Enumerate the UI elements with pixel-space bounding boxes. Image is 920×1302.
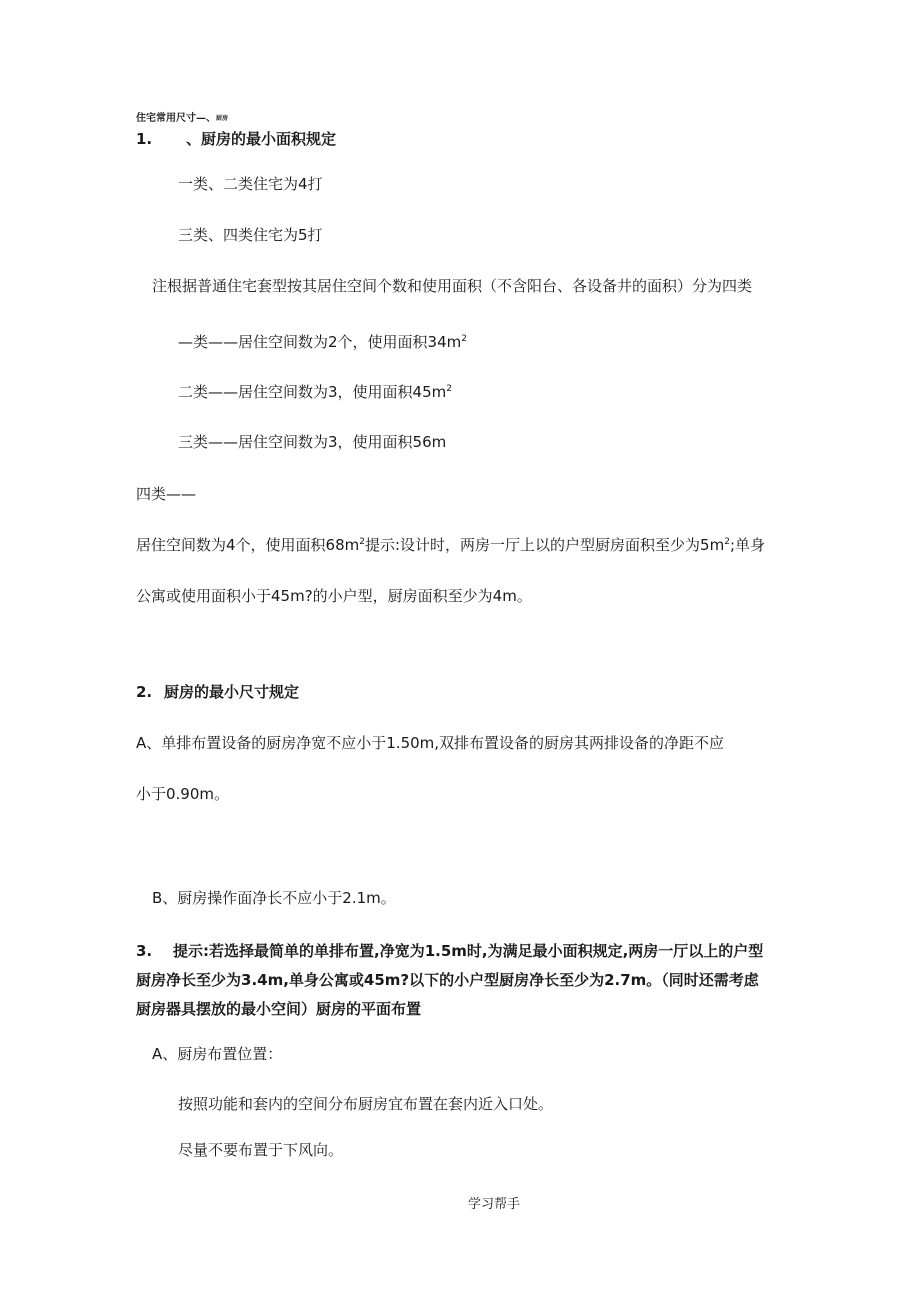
category-2-sup: 2	[446, 384, 452, 394]
category-2-text: 二类——居住空间数为3，使用面积45m	[178, 383, 447, 401]
section-1-heading	[136, 129, 336, 149]
section-2-number: 2.	[136, 683, 153, 701]
section-1-number: 1.	[136, 130, 153, 148]
section-3-line-1	[136, 941, 763, 961]
category-1-text: —类——居住空间数为2个，使用面积34m	[178, 333, 462, 351]
section-2-heading	[136, 682, 299, 702]
s3-a-2: 尽量不要布置于下风向。	[178, 1141, 344, 1159]
s1-para-1-c: ;单身	[729, 536, 765, 554]
s1-para-1	[136, 535, 765, 555]
category-1	[178, 332, 467, 352]
s1-para-1-b: 提示:设计时，两房一厅上以的户型厨房面积至少为5m	[364, 536, 725, 554]
s3-a: A、厨房布置位置：	[152, 1045, 283, 1063]
category-3: 三类——居住空间数为3，使用面积56m	[178, 433, 447, 451]
footer: 学习帮手	[468, 1197, 521, 1212]
s2-a-line-2: 小于0.90m。	[136, 785, 230, 803]
s1-para-1-a: 居住空间数为4个，使用面积68m	[136, 536, 360, 554]
section-3-line-3: 厨房器具摆放的最小空间）厨房的平面布置	[136, 1000, 422, 1018]
s1-line-2: 三类、四类住宅为5打	[178, 226, 323, 244]
s3-a-1: 按照功能和套内的空间分布厨房宜布置在套内近入口处。	[178, 1095, 554, 1113]
s2-a-line-1: A、单排布置设备的厨房净宽不应小于1.50m,双排布置设备的厨房其两排设备的净距不应	[136, 734, 725, 752]
section-3-line-1-text: 提示:若选择最简单的单排布置,净宽为1.5m时,为满足最小面积规定,两房一厅以上的户型	[173, 942, 764, 960]
header-subtitle: 厨房	[216, 115, 229, 122]
section-3-number: 3.	[136, 942, 153, 960]
category-4: 四类——	[136, 485, 197, 503]
header-title-text: 住宅常用尺寸—、	[136, 113, 216, 124]
s1-para-1-sup2: 2	[724, 537, 730, 547]
section-2-title: 厨房的最小尺寸规定	[164, 683, 300, 701]
s1-line-1: 一类、二类住宅为4打	[178, 175, 323, 193]
section-1-title: 、厨房的最小面积规定	[186, 130, 337, 148]
s1-note: 注根据普通住宅套型按其居住空间个数和使用面积（不含阳台、各设备井的面积）分为四类	[152, 277, 753, 295]
s1-para-2: 公寓或使用面积小于45m?的小户型，厨房面积至少为4m。	[136, 587, 532, 605]
header-title	[136, 113, 228, 125]
section-3-line-2: 厨房净长至少为3.4m,单身公寓或45m?以下的小户型厨房净长至少为2.7m。（同时还需考虑	[136, 971, 759, 989]
category-2	[178, 382, 452, 402]
s2-b: B、厨房操作面净长不应小于2.1m。	[152, 889, 396, 907]
category-1-sup: 2	[461, 334, 467, 344]
s1-para-1-sup: 2	[359, 537, 365, 547]
